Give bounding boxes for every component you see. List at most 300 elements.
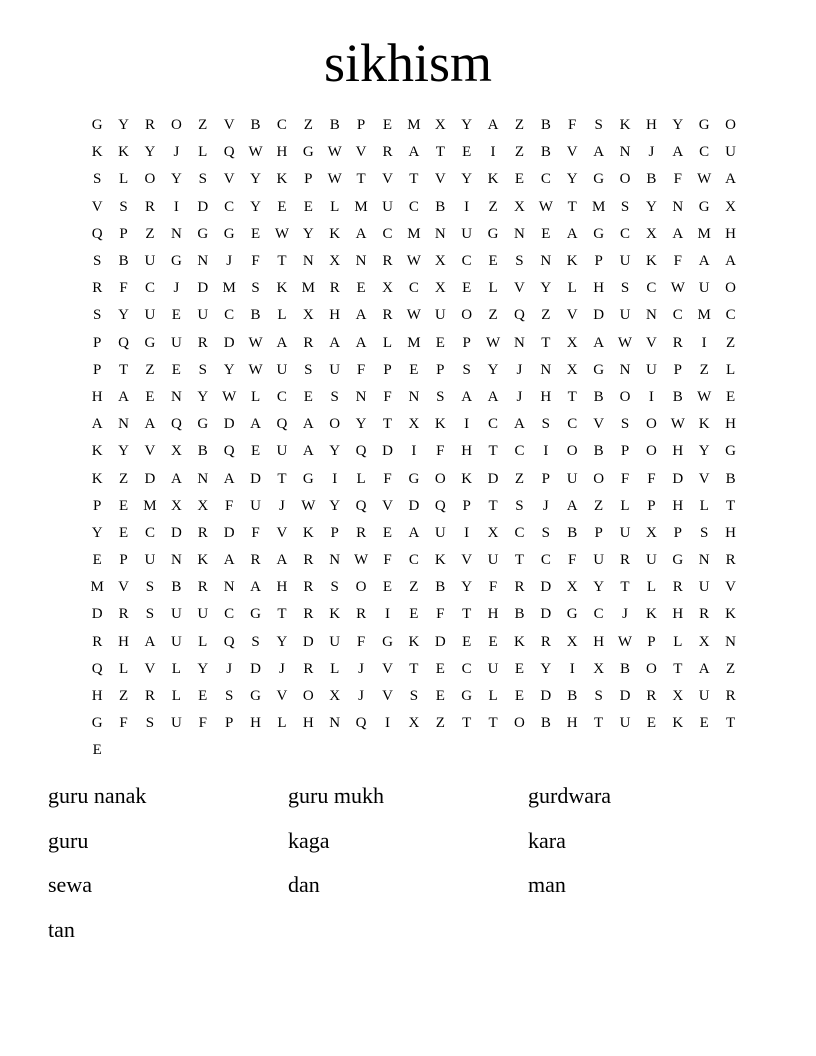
grid-letter: U xyxy=(487,552,499,569)
grid-letter: N xyxy=(170,225,182,242)
grid-letter: C xyxy=(224,307,235,324)
grid-letter: E xyxy=(462,633,472,650)
grid-letter: J xyxy=(358,660,365,677)
grid-letter: Z xyxy=(145,361,155,378)
grid-letter: Y xyxy=(118,307,129,324)
grid-letter: D xyxy=(223,524,235,541)
grid-letter: H xyxy=(672,443,684,460)
grid-letter: E xyxy=(541,225,551,242)
grid-letter: O xyxy=(302,688,314,705)
grid-letter: V xyxy=(698,470,710,487)
grid-letter: C xyxy=(620,225,631,242)
grid-letter: A xyxy=(250,579,261,596)
grid-letter: O xyxy=(144,171,156,188)
grid-letter: J xyxy=(226,660,233,677)
grid-letter: G xyxy=(461,688,473,705)
grid-letter: M xyxy=(407,225,421,242)
grid-letter: S xyxy=(330,388,339,405)
grid-letter: J xyxy=(173,280,180,297)
grid-letter: W xyxy=(697,171,712,188)
grid-letter: B xyxy=(197,443,208,460)
grid-letter: H xyxy=(91,388,103,405)
grid-letter: R xyxy=(672,334,683,351)
grid-letter: P xyxy=(594,524,603,541)
grid-letter: U xyxy=(461,225,473,242)
grid-letter: O xyxy=(566,443,578,460)
grid-letter: F xyxy=(568,552,577,569)
grid-letter: R xyxy=(672,579,683,596)
grid-letter: X xyxy=(434,117,446,134)
grid-letter: U xyxy=(170,633,182,650)
grid-letter: R xyxy=(144,198,155,215)
grid-letter: X xyxy=(645,225,657,242)
grid-letter: R xyxy=(382,253,393,270)
grid-letter: J xyxy=(516,388,523,405)
grid-letter: C xyxy=(514,524,525,541)
grid-letter: N xyxy=(197,470,209,487)
grid-letter: F xyxy=(673,253,682,270)
grid-letter: B xyxy=(593,443,604,460)
grid-letter: Q xyxy=(91,660,103,677)
grid-letter: J xyxy=(622,606,628,623)
grid-letter: O xyxy=(619,388,631,405)
grid-letter: S xyxy=(620,416,630,433)
grid-letter: W xyxy=(538,198,553,215)
grid-letter: S xyxy=(594,117,603,134)
grid-letter: A xyxy=(487,117,499,134)
grid-letter: P xyxy=(620,443,630,460)
grid-letter: U xyxy=(329,633,341,650)
grid-letter: M xyxy=(407,334,421,351)
grid-letter: E xyxy=(514,688,525,705)
grid-letter: A xyxy=(276,552,288,569)
grid-letter: W xyxy=(697,388,712,405)
grid-letter: V xyxy=(223,117,235,134)
grid-letter: G xyxy=(250,688,261,705)
grid-letter: X xyxy=(514,198,525,215)
grid-letter: Q xyxy=(276,416,288,433)
grid-letter: O xyxy=(434,470,446,487)
grid-letter: L xyxy=(725,361,736,378)
grid-letter: K xyxy=(197,552,209,569)
grid-letter: V xyxy=(144,660,156,677)
grid-letter: Z xyxy=(541,307,551,324)
grid-letter: T xyxy=(277,470,287,487)
grid-letter: N xyxy=(170,388,182,405)
grid-letter: R xyxy=(250,552,261,569)
grid-letter: M xyxy=(301,280,315,297)
word-list-item: guru xyxy=(48,827,89,853)
grid-letter: R xyxy=(197,579,208,596)
grid-letter: Z xyxy=(435,715,445,732)
grid-letter: I xyxy=(384,606,390,623)
grid-letter: K xyxy=(276,280,288,297)
grid-letter: N xyxy=(672,198,684,215)
grid-letter: T xyxy=(119,361,129,378)
grid-letter: S xyxy=(409,688,419,705)
grid-letter: F xyxy=(251,524,260,541)
grid-letter: T xyxy=(277,253,287,270)
grid-letter: Q xyxy=(514,307,525,324)
grid-letter: P xyxy=(93,334,102,351)
grid-letter: G xyxy=(170,253,182,270)
grid-letter: N xyxy=(619,144,631,161)
grid-letter: A xyxy=(593,334,605,351)
grid-letter: K xyxy=(645,606,657,623)
grid-letter: F xyxy=(436,443,445,460)
grid-letter: F xyxy=(251,253,260,270)
grid-letter: B xyxy=(540,117,551,134)
grid-letter: F xyxy=(673,171,682,188)
grid-letter: R xyxy=(303,606,314,623)
grid-letter: S xyxy=(620,198,630,215)
grid-letter: X xyxy=(170,443,182,460)
grid-letter: U xyxy=(170,334,182,351)
grid-letter: F xyxy=(488,579,498,596)
grid-letter: J xyxy=(358,688,365,705)
grid-letter: E xyxy=(435,688,445,705)
grid-letter: T xyxy=(620,579,630,596)
grid-letter: I xyxy=(569,660,575,677)
grid-letter: S xyxy=(224,688,234,705)
grid-letter: R xyxy=(329,280,340,297)
grid-letter: G xyxy=(223,225,235,242)
grid-letter: W xyxy=(670,416,685,433)
grid-letter: Q xyxy=(91,225,103,242)
grid-letter: X xyxy=(408,416,420,433)
grid-letter: W xyxy=(406,253,421,270)
grid-letter: Z xyxy=(514,144,525,161)
grid-letter: T xyxy=(673,660,683,677)
grid-letter: Q xyxy=(223,633,235,650)
grid-letter: L xyxy=(330,198,340,215)
grid-letter: E xyxy=(462,280,472,297)
grid-letter: A xyxy=(250,416,261,433)
grid-letter: E xyxy=(382,579,393,596)
grid-letter: T xyxy=(488,715,498,732)
grid-letter: R xyxy=(699,606,710,623)
grid-letter: C xyxy=(461,253,472,270)
grid-letter: I xyxy=(332,470,338,487)
grid-letter: H xyxy=(672,497,684,514)
grid-letter: K xyxy=(434,552,446,569)
grid-letter: S xyxy=(620,280,630,297)
grid-letter: L xyxy=(277,307,287,324)
grid-letter: G xyxy=(91,117,103,134)
grid-letter: F xyxy=(568,117,577,134)
grid-letter: H xyxy=(118,633,129,650)
grid-letter: Y xyxy=(461,117,473,134)
grid-letter: N xyxy=(355,253,367,270)
grid-letter: F xyxy=(356,633,366,650)
grid-letter: U xyxy=(619,307,631,324)
word-list-item: dan xyxy=(288,872,320,897)
grid-letter: L xyxy=(198,144,208,161)
grid-letter: U xyxy=(197,307,209,324)
grid-letter: A xyxy=(725,253,736,270)
grid-letter: B xyxy=(567,524,578,541)
grid-letter: O xyxy=(645,443,657,460)
grid-letter: U xyxy=(619,253,631,270)
grid-letter: C xyxy=(408,280,419,297)
grid-letter: C xyxy=(593,606,604,623)
grid-letter: P xyxy=(436,361,445,378)
grid-letter: U xyxy=(619,715,631,732)
grid-letter: Z xyxy=(119,470,129,487)
grid-letter: J xyxy=(279,497,285,514)
grid-letter: V xyxy=(566,144,578,161)
grid-letter: X xyxy=(593,660,605,677)
grid-letter: U xyxy=(329,361,341,378)
grid-letter: L xyxy=(250,388,261,405)
grid-letter: I xyxy=(464,416,470,433)
grid-letter: X xyxy=(434,253,446,270)
grid-letter: Z xyxy=(725,660,736,677)
grid-letter: Y xyxy=(645,198,657,215)
grid-letter: T xyxy=(567,198,577,215)
grid-letter: E xyxy=(514,660,525,677)
grid-letter: D xyxy=(540,688,552,705)
grid-letter: Y xyxy=(329,497,341,514)
grid-letter: L xyxy=(356,470,366,487)
grid-letter: V xyxy=(144,443,156,460)
grid-letter: U xyxy=(144,552,156,569)
grid-letter: C xyxy=(408,198,419,215)
grid-letter: F xyxy=(383,388,392,405)
grid-letter: W xyxy=(354,552,369,569)
grid-letter: V xyxy=(382,660,393,677)
grid-letter: L xyxy=(198,633,208,650)
grid-letter: K xyxy=(725,606,736,623)
grid-letter: L xyxy=(620,497,630,514)
grid-letter: Q xyxy=(434,497,446,514)
grid-letter: F xyxy=(647,470,656,487)
grid-letter: R xyxy=(620,552,631,569)
grid-letter: Y xyxy=(302,225,314,242)
grid-letter: V xyxy=(593,416,605,433)
grid-letter: B xyxy=(118,253,129,270)
grid-letter: E xyxy=(435,334,445,351)
grid-letter: N xyxy=(170,552,182,569)
grid-letter: N xyxy=(434,225,446,242)
grid-letter: C xyxy=(646,280,657,297)
grid-letter: C xyxy=(514,443,525,460)
grid-letter: X xyxy=(566,633,578,650)
word-list-item: guru mukh xyxy=(288,783,384,808)
grid-letter: C xyxy=(461,660,472,677)
grid-letter: Z xyxy=(725,334,736,351)
grid-letter: B xyxy=(514,606,525,623)
grid-letter: M xyxy=(697,307,711,324)
grid-letter: K xyxy=(329,225,341,242)
grid-letter: T xyxy=(435,144,445,161)
grid-letter: D xyxy=(593,307,605,324)
grid-letter: X xyxy=(566,579,578,596)
grid-letter: M xyxy=(354,198,368,215)
grid-letter: Y xyxy=(118,117,129,134)
grid-letter: K xyxy=(118,144,129,161)
grid-letter: G xyxy=(672,552,684,569)
grid-letter: W xyxy=(327,144,342,161)
grid-letter: Y xyxy=(250,171,261,188)
grid-letter: Y xyxy=(593,579,605,596)
grid-letter: K xyxy=(91,470,103,487)
grid-letter: S xyxy=(436,388,445,405)
grid-letter: M xyxy=(90,579,104,596)
grid-letter: S xyxy=(145,715,155,732)
page-title: sikhism xyxy=(323,33,493,93)
grid-letter: R xyxy=(540,633,551,650)
grid-letter: P xyxy=(93,361,102,378)
grid-letter: L xyxy=(382,334,393,351)
word-list-item: kara xyxy=(528,827,566,853)
grid-letter: E xyxy=(462,144,472,161)
grid-letter: E xyxy=(171,361,181,378)
grid-letter: D xyxy=(540,579,552,596)
grid-letter: E xyxy=(145,388,155,405)
grid-letter: S xyxy=(462,361,471,378)
grid-letter: E xyxy=(382,524,393,541)
grid-letter: R xyxy=(382,307,393,324)
grid-letter: C xyxy=(276,388,287,405)
grid-letter: N xyxy=(302,253,314,270)
grid-letter: R xyxy=(356,606,367,623)
grid-letter: S xyxy=(541,524,550,541)
grid-letter: T xyxy=(541,334,551,351)
grid-letter: U xyxy=(434,307,446,324)
grid-letter: N xyxy=(725,633,736,650)
grid-letter: V xyxy=(355,144,367,161)
grid-letter: E xyxy=(92,742,102,759)
grid-letter: R xyxy=(725,688,736,705)
grid-letter: V xyxy=(276,688,288,705)
grid-letter: A xyxy=(672,144,684,161)
grid-letter: I xyxy=(464,198,470,215)
grid-letter: R xyxy=(303,552,314,569)
grid-letter: W xyxy=(222,388,237,405)
grid-letter: V xyxy=(276,524,288,541)
grid-letter: H xyxy=(540,388,552,405)
grid-letter: Y xyxy=(540,660,552,677)
grid-letter: D xyxy=(170,524,182,541)
grid-letter: N xyxy=(514,225,525,242)
grid-letter: A xyxy=(144,416,156,433)
grid-letter: C xyxy=(488,416,499,433)
grid-letter: U xyxy=(250,497,261,514)
grid-letter: W xyxy=(248,334,263,351)
grid-letter: N xyxy=(514,334,525,351)
grid-letter: F xyxy=(119,715,128,732)
grid-letter: H xyxy=(725,225,736,242)
grid-letter: S xyxy=(515,253,524,270)
grid-letter: P xyxy=(383,361,392,378)
grid-letter: E xyxy=(488,253,498,270)
grid-letter: C xyxy=(276,117,287,134)
grid-letter: Y xyxy=(91,524,103,541)
grid-letter: P xyxy=(462,497,471,514)
grid-letter: R xyxy=(92,280,103,297)
grid-letter: U xyxy=(487,660,499,677)
grid-letter: D xyxy=(91,606,103,623)
grid-letter: E xyxy=(277,198,287,215)
grid-letter: J xyxy=(516,361,523,378)
grid-letter: G xyxy=(144,334,156,351)
grid-letter: L xyxy=(119,660,129,677)
grid-letter: T xyxy=(725,497,736,514)
grid-letter: R xyxy=(303,334,314,351)
grid-letter: Z xyxy=(198,117,208,134)
grid-letter: H xyxy=(329,307,341,324)
grid-letter: L xyxy=(119,171,129,188)
grid-letter: N xyxy=(223,579,235,596)
grid-letter: U xyxy=(593,552,605,569)
grid-letter: C xyxy=(567,416,578,433)
grid-letter: E xyxy=(409,606,419,623)
grid-letter: L xyxy=(699,497,709,514)
grid-letter: H xyxy=(725,416,736,433)
grid-letter: O xyxy=(170,117,182,134)
grid-letter: S xyxy=(198,171,207,188)
grid-letter: U xyxy=(197,606,209,623)
grid-letter: T xyxy=(488,443,498,460)
grid-letter: Z xyxy=(145,225,155,242)
grid-letter: Z xyxy=(514,117,525,134)
grid-letter: D xyxy=(619,688,631,705)
grid-letter: Y xyxy=(118,443,129,460)
grid-letter: Q xyxy=(223,144,235,161)
grid-letter: G xyxy=(91,715,103,732)
grid-letter: R xyxy=(646,688,657,705)
grid-letter: M xyxy=(407,117,421,134)
grid-letter: A xyxy=(698,253,710,270)
grid-letter: H xyxy=(487,606,499,623)
grid-letter: H xyxy=(593,280,605,297)
grid-letter: S xyxy=(541,416,550,433)
grid-letter: A xyxy=(593,144,605,161)
grid-letter: W xyxy=(617,334,633,351)
grid-letter: D xyxy=(302,633,314,650)
grid-letter: R xyxy=(303,579,314,596)
grid-letter: U xyxy=(698,579,710,596)
grid-letter: S xyxy=(93,171,102,188)
grid-letter: M xyxy=(591,198,606,215)
grid-letter: B xyxy=(646,171,657,188)
grid-letter: Z xyxy=(488,307,498,324)
grid-letter: W xyxy=(670,280,685,297)
grid-letter: X xyxy=(434,280,446,297)
grid-letter: S xyxy=(330,579,339,596)
grid-letter: Y xyxy=(170,171,182,188)
grid-letter: Y xyxy=(540,280,552,297)
grid-letter: E xyxy=(435,660,445,677)
grid-letter: P xyxy=(647,497,656,514)
grid-letter: W xyxy=(274,225,290,242)
grid-letter: A xyxy=(355,307,367,324)
grid-letter: N xyxy=(698,552,710,569)
grid-letter: A xyxy=(566,497,578,514)
grid-letter: Y xyxy=(223,361,235,378)
grid-letter: E xyxy=(488,633,498,650)
grid-letter: R xyxy=(356,524,367,541)
grid-letter: B xyxy=(540,715,551,732)
grid-letter: X xyxy=(197,497,209,514)
grid-letter: H xyxy=(276,579,288,596)
grid-letter: M xyxy=(143,497,157,514)
grid-letter: R xyxy=(92,633,103,650)
grid-letter: L xyxy=(673,633,683,650)
grid-letter: H xyxy=(725,524,736,541)
grid-letter: P xyxy=(673,361,682,378)
